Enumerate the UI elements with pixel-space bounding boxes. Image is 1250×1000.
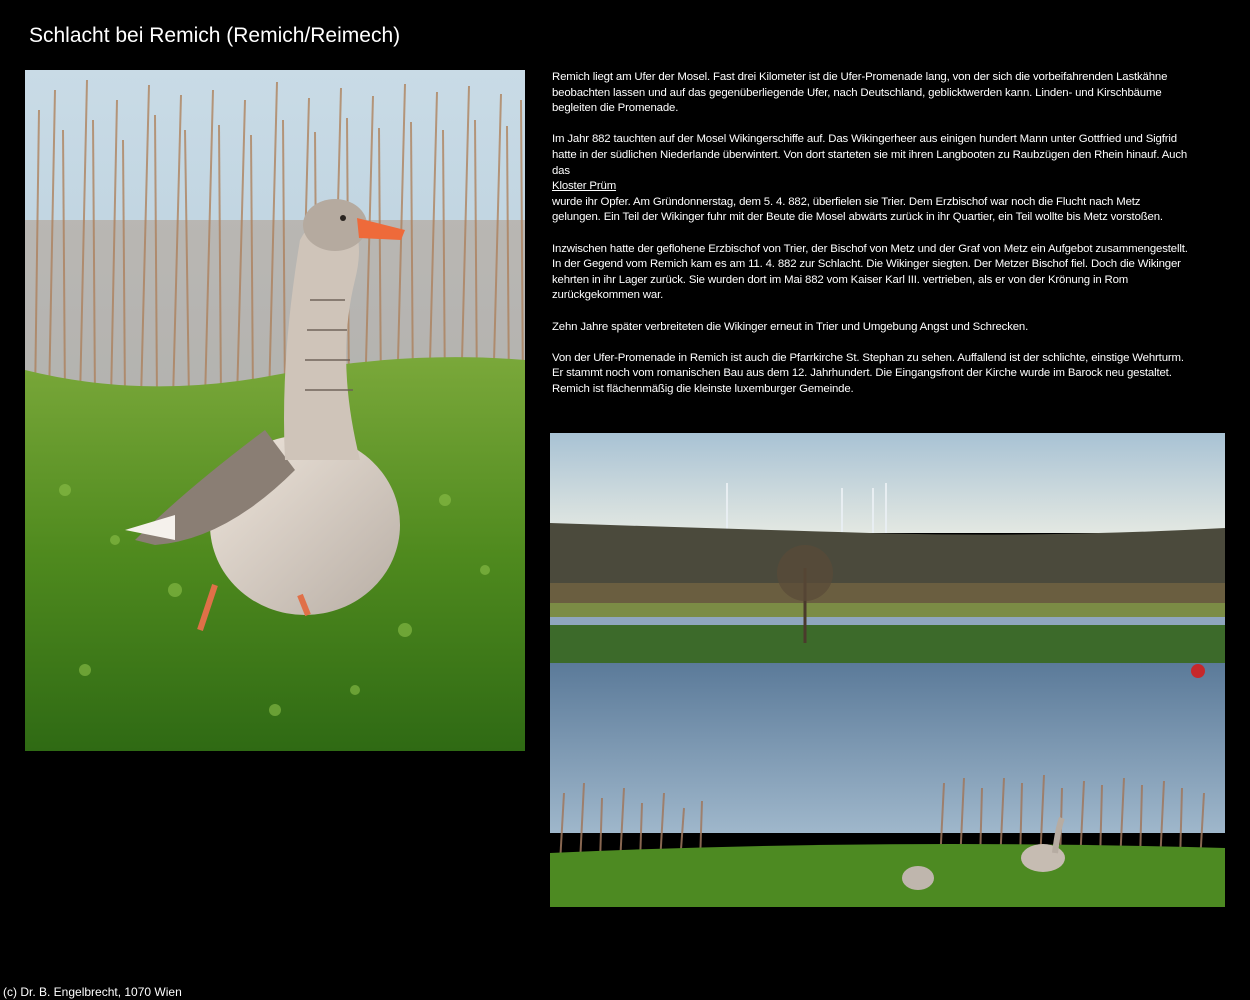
goose-photo — [25, 70, 525, 751]
paragraph-battle: Inzwischen hatte der geflohene Erzbischof von Trier, der Bischof von Metz und der Graf von Metz ein Aufgebot zusammengestellt. In der Gegend vom Remich kam es am 11. 4. 882 zur Schlacht. Die Wikinger siegten. Der Metzer Bischof fiel. Doch die Wikinger kehrten in ihr Lager zurück. Sie wurden dort im Mai 882 vom Kaiser Karl III. vertrieben, als er von der Krönung in Rom zurückgekommen war. — [552, 242, 1188, 302]
paragraph-vikings-after: wurde ihr Opfer. Am Gründonnerstag, dem 5. 4. 882, überfielen sie Trier. Dem Erzbischof war noch die Flucht nach Metz gelungen. Ein Teil der Wikinger fuhr mit der Beute die Mosel abwärts zurück in ihr Quartier, ein Teil wollte bis Metz vorstoßen. — [552, 195, 1163, 224]
goose-photo-graphic — [25, 70, 525, 751]
article-text — [552, 70, 1192, 413]
kloster-pruem-link[interactable]: Kloster Prüm — [552, 180, 617, 193]
paragraph-intro: Remich liegt am Ufer der Mosel. Fast drei Kilometer ist die Ufer-Promenade lang, von der sich die vorbeifahrenden Lastkähne beobachten lassen und auf das gegenüberliegende Ufer, nach Deutschland, geblicktwerden kann. Linden- und Kirschbäume begleiten die Promenade. — [552, 71, 1168, 115]
copyright-footer: (c) Dr. B. Engelbrecht, 1070 Wien — [3, 985, 182, 999]
paragraph-vikings — [552, 132, 1192, 226]
page-title: Schlacht bei Remich (Remich/Reimech) — [29, 24, 401, 47]
paragraph-church: Von der Ufer-Promenade in Remich ist auch die Pfarrkirche St. Stephan zu sehen. Auffallend ist der schlichte, einstige Wehrturm. Er stammt noch vom romanischen Bau aus dem 12. Jahrhundert. Die Eingangsfront der Kirche wurde im Barock neu gestaltet. Remich ist flächenmäßig die kleinste luxemburger Gemeinde. — [552, 351, 1184, 395]
paragraph-vikings-before: Im Jahr 882 tauchten auf der Mosel Wikingerschiffe auf. Das Wikingerheer aus einigen hundert Mann unter Gottfried und Sigfrid hatte in der südlichen Niederlande überwintert. Von dort starteten sie mit ihren Langbooten zu Raubzügen den Rhein hinauf. Auch das — [552, 133, 1188, 177]
paragraph-return: Zehn Jahre später verbreiteten die Wikinger erneut in Trier und Umgebung Angst und Schrecken. — [552, 320, 1029, 333]
river-photo-graphic — [550, 433, 1225, 907]
river-photo — [550, 433, 1225, 907]
